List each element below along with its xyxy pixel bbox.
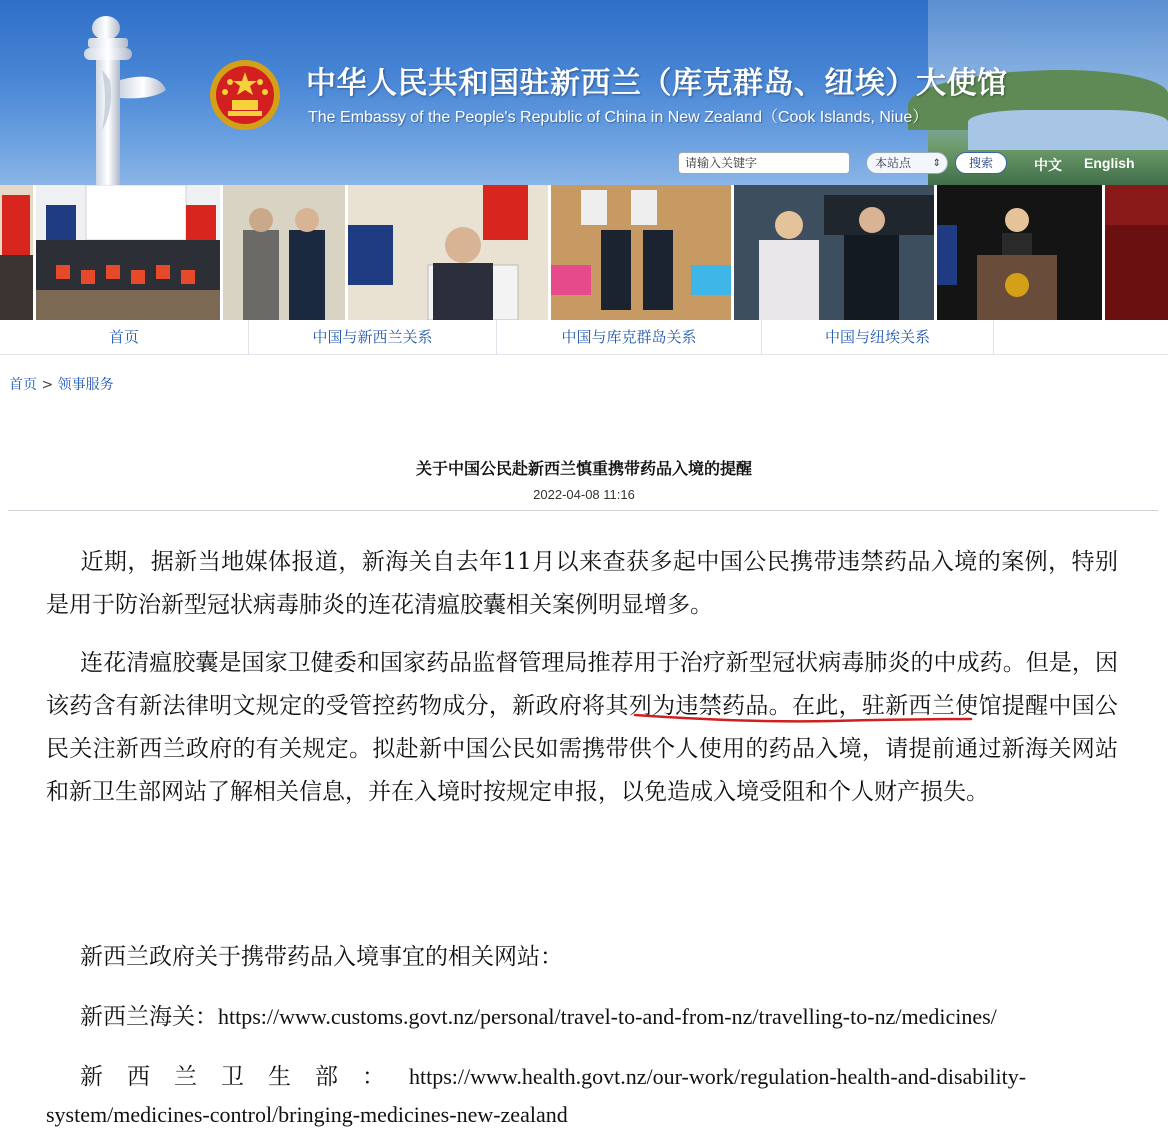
huabiao-pillar-icon xyxy=(58,10,178,185)
site-title-cn: 中华人民共和国驻新西兰（库克群岛、纽埃）大使馆 xyxy=(306,66,1008,101)
health-url-link-part2[interactable]: system/medicines-control/bringing-medicines-new-zealand xyxy=(46,1102,568,1127)
lang-chinese-link[interactable]: 中文 xyxy=(1034,158,1062,174)
breadcrumb-current-link[interactable]: 领事服务 xyxy=(57,377,114,393)
breadcrumb-home-link[interactable]: 首页 xyxy=(9,377,37,393)
health-label: 新西兰卫生部： xyxy=(80,1064,409,1090)
paragraph-1-text: 近期，据新当地媒体报道，新海关自去年11月以来查获多起中国公民携带违禁药品入境的案例，特别是用于防治新型冠状病毒肺炎的连花清瘟胶囊相关案例明显增多。 xyxy=(46,549,1118,618)
nav-item-china-niue[interactable]: 中国与纽埃关系 xyxy=(762,320,994,354)
photo-stage xyxy=(1105,185,1168,320)
nav-item-home[interactable]: 首页 xyxy=(0,320,249,354)
photo-airport-meeting xyxy=(734,185,934,320)
health-site-line-continued xyxy=(46,1102,568,1128)
title-divider xyxy=(8,510,1158,511)
scope-select-label: 本站点 xyxy=(875,156,912,170)
photo-video-call xyxy=(348,185,548,320)
search-scope-select[interactable] xyxy=(866,152,948,174)
red-underline-annotation xyxy=(632,711,974,727)
lang-english-link[interactable]: English xyxy=(1084,155,1135,171)
nav-item-china-nz[interactable]: 中国与新西兰关系 xyxy=(249,320,497,354)
health-url-link-part1[interactable]: https://www.health.govt.nz/our-work/regulation-health-and-disability- xyxy=(409,1064,1027,1089)
customs-label: 新西兰海关： xyxy=(80,1004,218,1030)
search-input[interactable]: 请输入关键字 xyxy=(678,152,850,174)
site-banner xyxy=(0,0,1168,185)
article-paragraph-2 xyxy=(46,642,1118,814)
article-paragraph-1 xyxy=(46,541,1118,627)
site-title-en: The Embassy of the People's Republic of China in New Zealand（Cook Islands, Niue） xyxy=(308,109,929,126)
lake-decoration xyxy=(968,110,1168,150)
paragraph-2-text: 连花清瘟胶囊是国家卫健委和国家药品监督管理局推荐用于治疗新型冠状病毒肺炎的中成药。但是，因该药含有新法律明文规定的受管控药物成分，新政府将其列为违禁药品。在此，驻新西兰使馆提醒中国公民关注新西兰政府的有关规定。拟赴新中国公民如需携带供个人使用的药品入境，请提前通过新海关网站和新卫生部网站了解相关信息，并在入境时按规定申报，以免造成入境受阻和个人财产损失。 xyxy=(46,650,1118,805)
article-date: 2022-04-08 11:16 xyxy=(533,487,635,502)
search-button[interactable]: 搜索 xyxy=(955,152,1007,174)
photo-group xyxy=(36,185,220,320)
breadcrumb-separator: > xyxy=(41,377,54,393)
article-title: 关于中国公民赴新西兰慎重携带药品入境的提醒 xyxy=(415,459,752,478)
national-emblem-icon xyxy=(208,58,282,132)
photo-strip xyxy=(0,185,1168,320)
health-site-line xyxy=(80,1058,1026,1091)
customs-url-link[interactable]: https://www.customs.govt.nz/personal/travel-to-and-from-nz/travelling-to-nz/medicines/ xyxy=(218,1004,997,1029)
customs-site-line xyxy=(80,998,997,1031)
photo-flag-left xyxy=(0,185,33,320)
breadcrumb xyxy=(9,374,114,394)
photo-handshake xyxy=(223,185,345,320)
photo-credentials xyxy=(551,185,731,320)
main-nav xyxy=(0,320,1168,355)
related-sites-heading: 新西兰政府关于携带药品入境事宜的相关网站： xyxy=(80,944,563,970)
chevron-updown-icon: ⇕ xyxy=(932,158,941,169)
photo-speech-podium xyxy=(937,185,1102,320)
nav-item-china-cook-islands[interactable]: 中国与库克群岛关系 xyxy=(497,320,762,354)
